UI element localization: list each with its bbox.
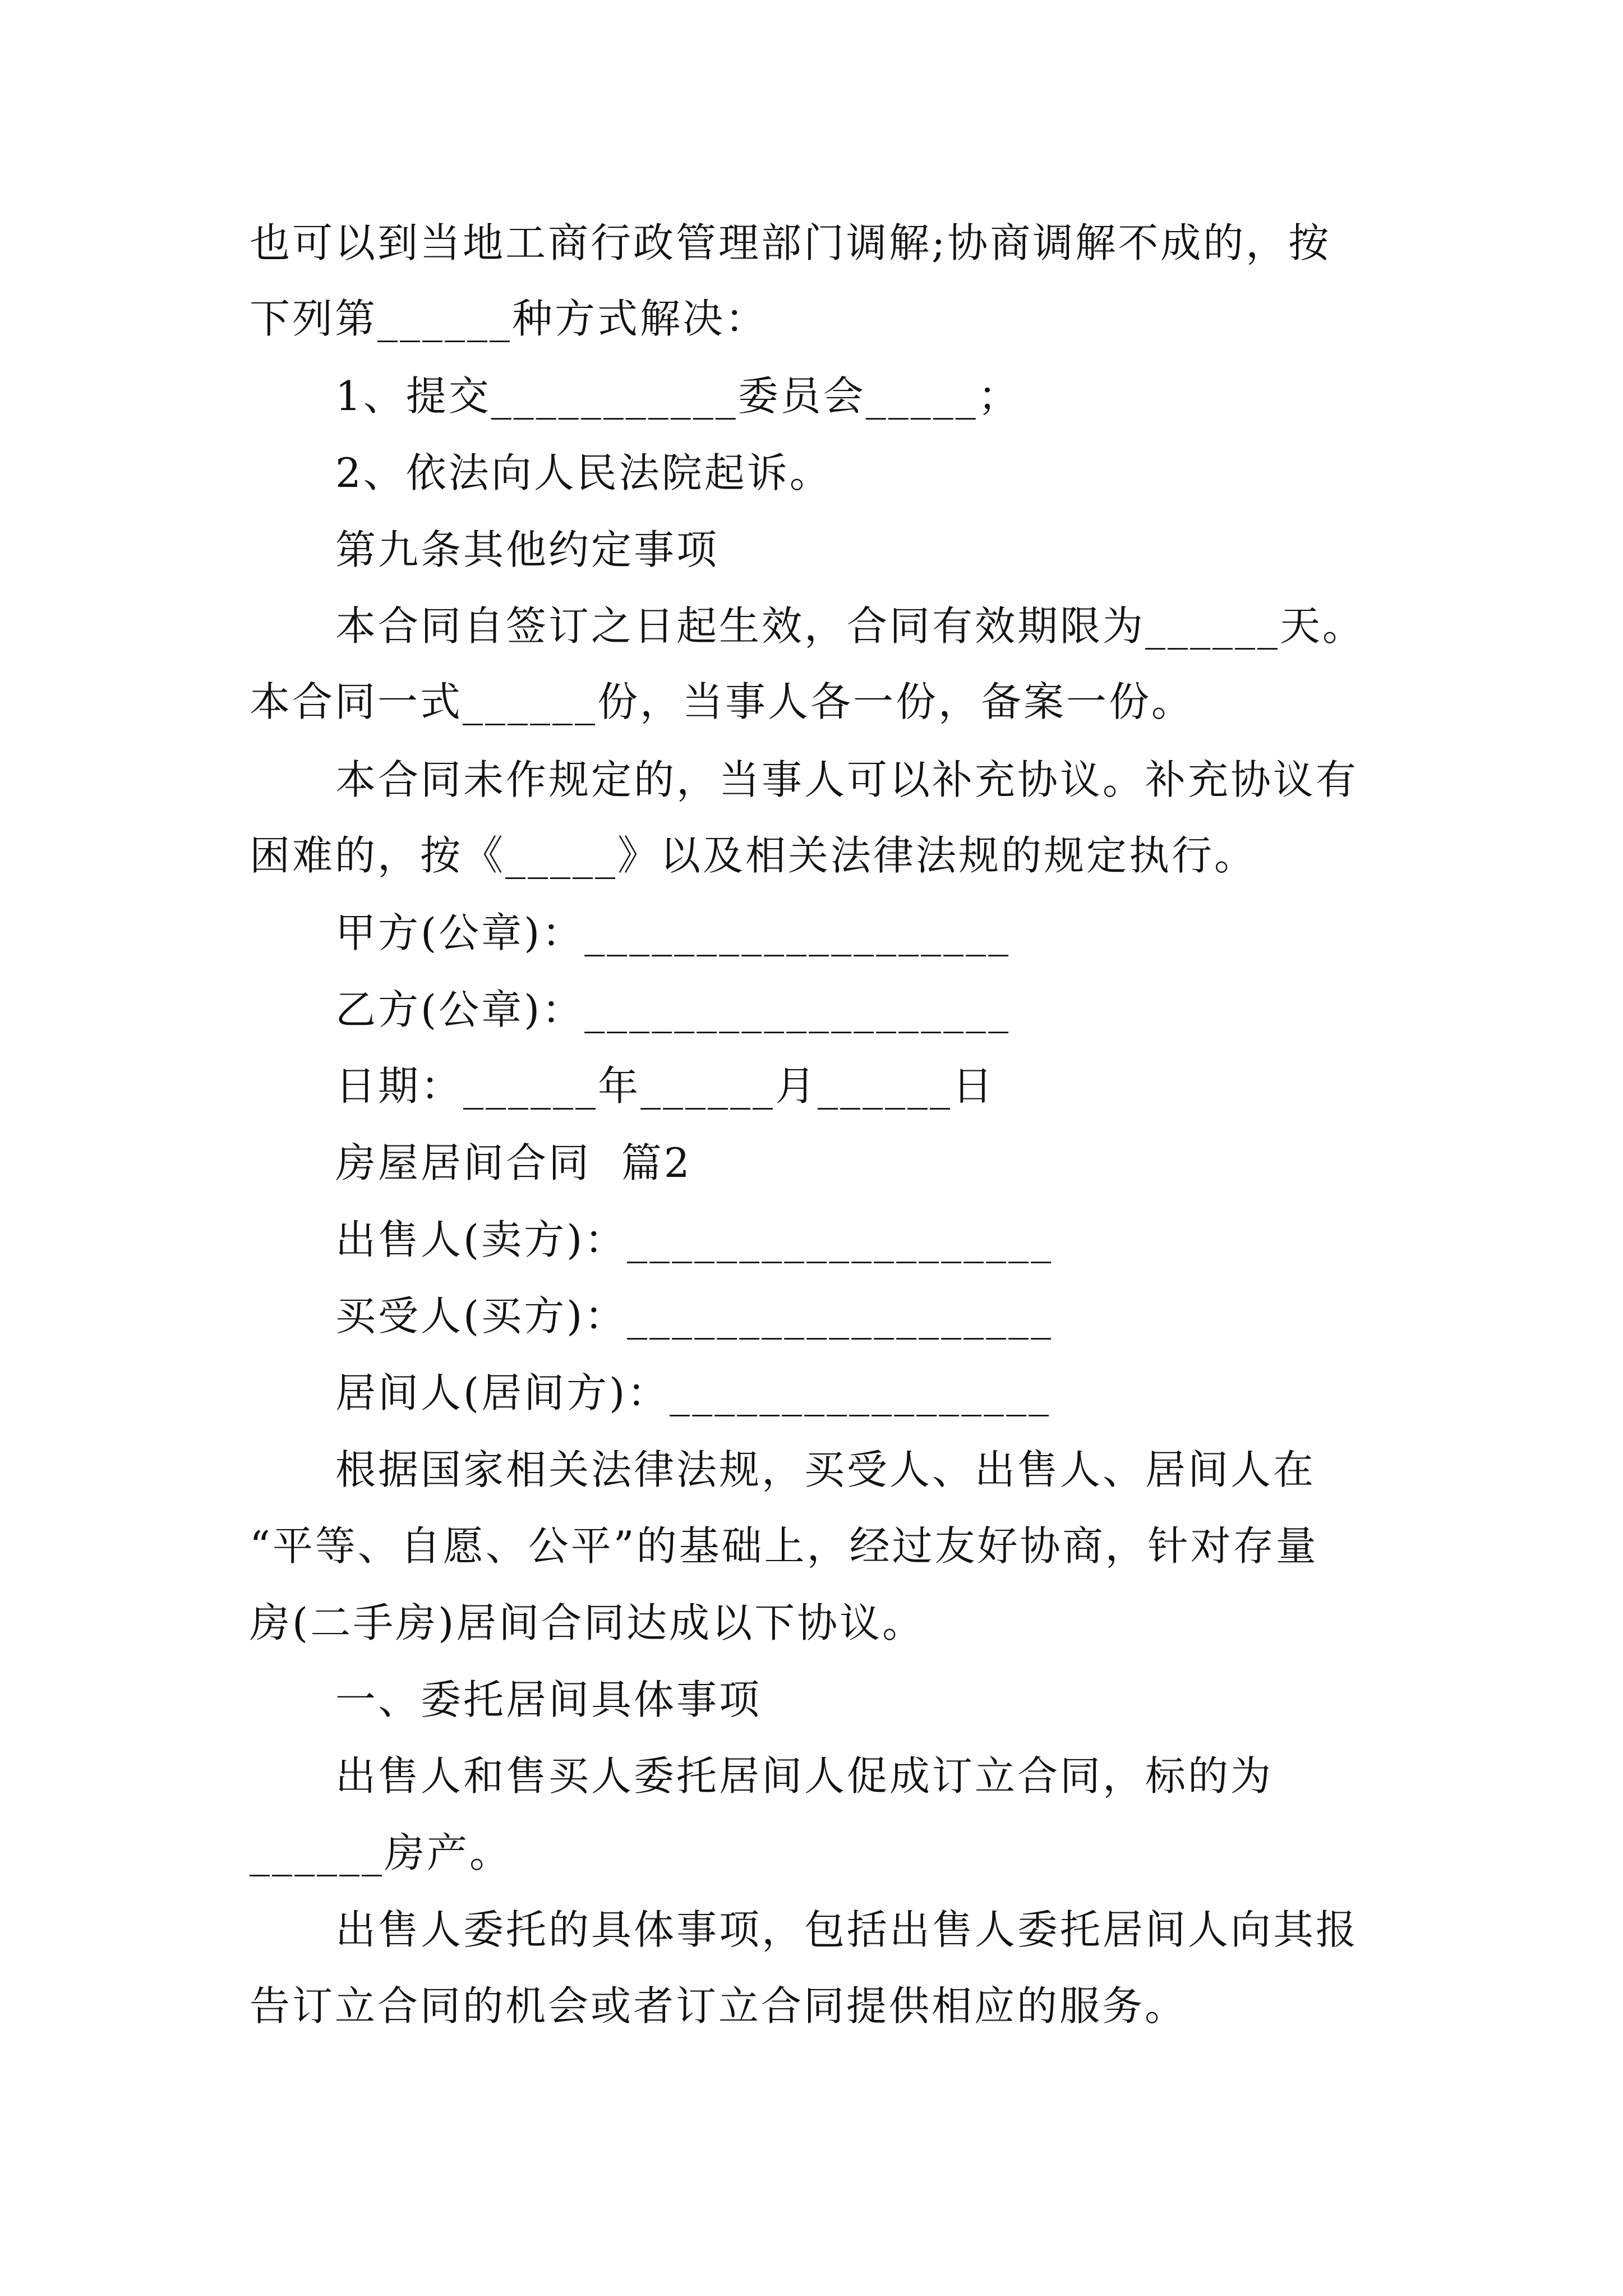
paragraph-line: 也可以到当地工商行政管理部门调解;协商调解不成的，按 (250, 219, 1331, 266)
date-line: 日期：______年______月______日 (335, 1062, 995, 1110)
signature-line-party-b: 乙方(公章)：___________________ (335, 986, 1011, 1033)
paragraph-line: 出售人委托的具体事项，包括出售人委托居间人向其报 (335, 1906, 1359, 1953)
paragraph-line: 困难的，按《_____》以及相关法律法规的规定执行。 (250, 832, 1257, 879)
paragraph-line: 本合同一式______份，当事人各一份，备案一份。 (250, 678, 1195, 725)
section-heading: 第九条其他约定事项 (335, 526, 720, 573)
signature-line-party-a: 甲方(公章)：___________________ (335, 909, 1011, 956)
paragraph-line: 下列第______种方式解决： (250, 295, 768, 342)
section-title: 房屋居间合同 篇2 (335, 1139, 692, 1186)
paragraph-line: 出售人和售买人委托居间人促成订立合同，标的为 (335, 1752, 1274, 1800)
paragraph-line: 房(二手房)居间合同达成以下协议。 (250, 1599, 925, 1646)
party-seller-line: 出售人(卖方)：___________________ (335, 1216, 1054, 1263)
paragraph-line: 告订立合同的机会或者订立合同提供相应的服务。 (250, 1982, 1188, 2030)
paragraph-line: 根据国家相关法律法规，买受人、出售人、居间人在 (335, 1446, 1316, 1493)
list-item: 2、依法向人民法院起诉。 (335, 449, 832, 496)
party-intermediary-line: 居间人(居间方)：_________________ (335, 1369, 1052, 1416)
list-item: 1、提交___________委员会_____； (335, 372, 1021, 420)
paragraph-line: ______房产。 (250, 1829, 513, 1876)
section-heading: 一、委托居间具体事项 (335, 1676, 762, 1723)
party-buyer-line: 买受人(买方)：___________________ (335, 1292, 1054, 1340)
paragraph-line: “平等、自愿、公平”的基础上，经过友好协商，针对存量 (250, 1522, 1318, 1570)
paragraph-line: 本合同未作规定的，当事人可以补充协议。补充协议有 (335, 756, 1359, 803)
paragraph-line: 本合同自签订之日起生效，合同有效期限为______天。 (335, 602, 1366, 650)
